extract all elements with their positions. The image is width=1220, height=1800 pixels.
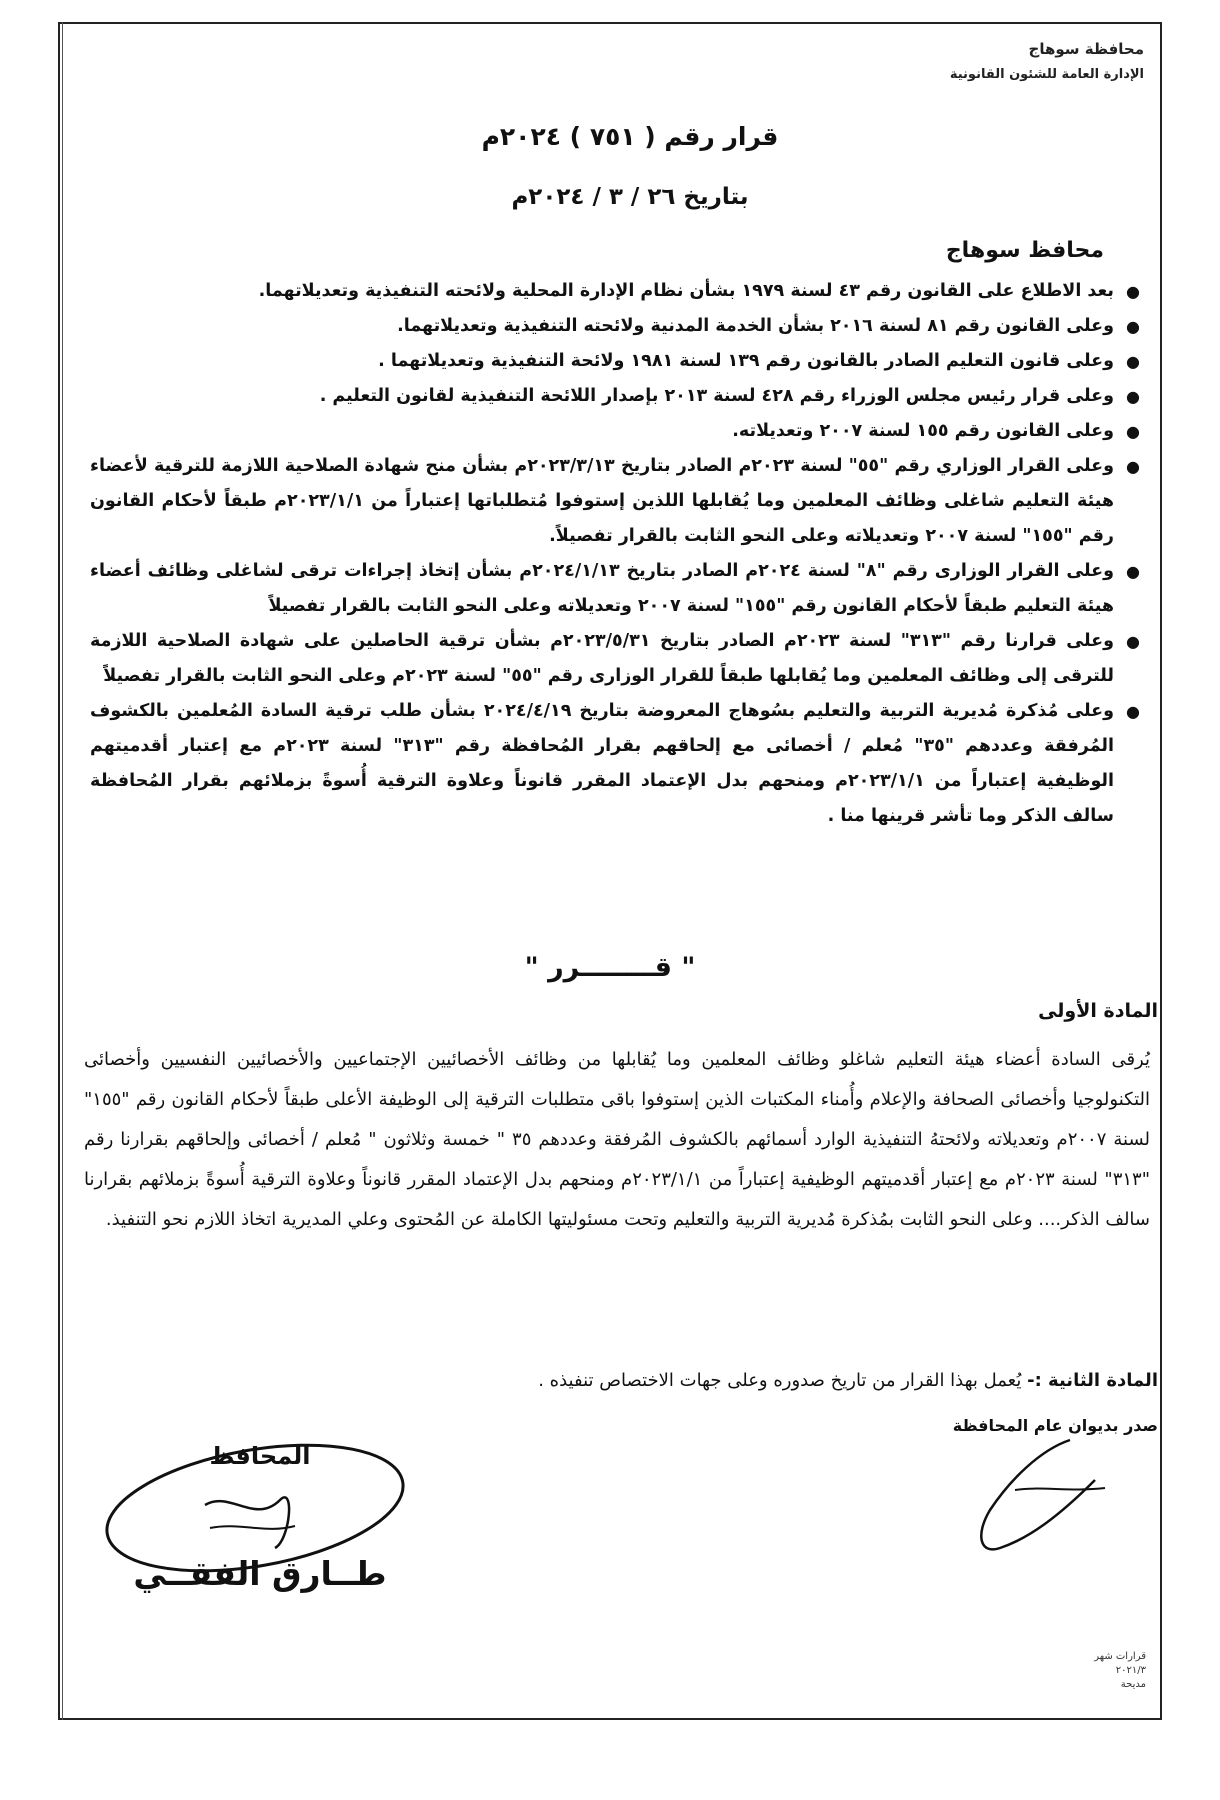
preamble-item: ● وعلى القانون رقم ٨١ لسنة ٢٠١٦ بشأن الخدمة المدنية ولائحته التنفيذية وتعديلاتهما. — [90, 309, 1140, 344]
preamble-item: ● وعلى قرارنا رقم "٣١٣" لسنة ٢٠٢٣م الصادر بتاريخ ٢٠٢٣/٥/٣١م بشأن ترقية الحاصلين على شهادة الصلاحية اللازمة للترقى إلى وظائف المعلمين وما يُقابلها طبقاً للقرار الوزارى رقم "٥٥" لسنة ٢٠٢٣م وعلى النحو الثابت بالقرار تفصيلاً — [90, 624, 1140, 694]
bullet-icon: ● — [1126, 422, 1140, 441]
preamble-item: ● وعلى القرار الوزاري رقم "٥٥" لسنة ٢٠٢٣م الصادر بتاريخ ٢٠٢٣/٣/١٣م بشأن منح شهادة الصلاحية اللازمة للترقية لأعضاء هيئة التعليم شاغلى وظائف المعلمين وما يُقابلها اللذين إستوفوا مُتطلباتها إعتباراً من ٢٠٢٣/١/١م طبقاً لأحكام القانون رقم "١٥٥" لسنة ٢٠٠٧ وتعديلاته وعلى النحو الثابت بالقرار تفصيلاً. — [90, 449, 1140, 554]
page-edge-line — [62, 22, 63, 1720]
approval-signature-icon — [920, 1420, 1120, 1560]
letterhead-governorate: محافظة سوهاج — [1028, 40, 1144, 58]
decree-date: بتاريخ ٢٦ / ٣ / ٢٠٢٤م — [511, 184, 749, 210]
preamble-item: ● وعلى مُذكرة مُديرية التربية والتعليم بسُوهاج المعروضة بتاريخ ٢٠٢٤/٤/١٩ بشأن طلب ترقية السادة المُعلمين بالكشوف المُرفقة وعددهم "٣٥" مُعلم / أخصائى مع إلحاقهم بقرار المُحافظة رقم "٣١٣" لسنة ٢٠٢٣م مع إعتبار أقدميتهم الوظيفية إعتباراً من ٢٠٢٣/١/١م ومنحهم بدل الإعتماد المقرر قانوناً وعلاوة الترقية أُسوةً بزملائهم بقرار المُحافظة سالف الذكر وما تأشر قرينها منا . — [90, 694, 1140, 834]
preamble-item: ● بعد الاطلاع على القانون رقم ٤٣ لسنة ١٩٧٩ بشأن نظام الإدارة المحلية ولائحته التنفيذية وتعديلاتهما. — [90, 274, 1140, 309]
article-one-heading: المادة الأولى — [1038, 1000, 1158, 1022]
bullet-icon: ● — [1126, 632, 1140, 651]
bullet-icon: ● — [1126, 562, 1140, 581]
bullet-icon: ● — [1126, 702, 1140, 721]
preamble-list — [90, 274, 1140, 834]
preamble-item: ● وعلى قرار رئيس مجلس الوزراء رقم ٤٢٨ لسنة ٢٠١٣ بإصدار اللائحة التنفيذية لقانون التعليم . — [90, 379, 1140, 414]
bullet-icon: ● — [1126, 317, 1140, 336]
bullet-icon: ● — [1126, 282, 1140, 301]
governor-heading: محافظ سوهاج — [945, 238, 1104, 263]
preamble-item: ● وعلى القرار الوزارى رقم "٨" لسنة ٢٠٢٤م الصادر بتاريخ ٢٠٢٤/١/١٣م بشأن إتخاذ إجراءات ترقى لشاغلى وظائف أعضاء هيئة التعليم طبقاً لأحكام القانون رقم "١٥٥" لسنة ٢٠٠٧ وتعديلاته وعلى النحو الثابت بالقرار تفصيلاً — [90, 554, 1140, 624]
decree-number: قرار رقم ( ٧٥١ ) ٢٠٢٤م — [481, 122, 779, 151]
letterhead — [950, 36, 1144, 88]
article-two — [92, 1366, 1158, 1396]
governor-title: المحافظ — [209, 1442, 311, 1470]
issued-at: صدر بديوان عام المحافظة — [952, 1416, 1158, 1435]
bullet-icon: ● — [1126, 457, 1140, 476]
article-one-body: يُرقى السادة أعضاء هيئة التعليم شاغلو وظائف المعلمين وما يُقابلها من وظائف الأخصائيين الإجتماعيين والأخصائيين النفسيين وأخصائى التكنولوجيا وأخصائى الصحافة والإعلام وأُمناء المكتبات الذين إستوفوا باقى متطلبات الترقية إلى الوظيفة الأعلى طبقاً لأحكام القانون رقم "١٥٥" لسنة ٢٠٠٧م وتعديلاته ولائحتهُ التنفيذية الوارد أسمائهم بالكشوف المُرفقة وعددهم ٣٥ " خمسة وثلاثون " مُعلم / أخصائى وإلحاقهم بقرارنا رقم "٣١٣" لسنة ٢٠٢٣م مع إعتبار أقدميتهم الوظيفية إعتباراً من ٢٠٢٣/١/١م ومنحهم بدل الإعتماد المقرر قانوناً وعلاوة الترقية أُسوةً بزملائهم بقرارنا سالف الذكر.... وعلى النحو الثابت بمُذكرة مُديرية التربية والتعليم وتحت مسئوليتها الكاملة عن المُحتوى وعلي المديرية اتخاذ اللازم نحو التنفيذ. — [84, 1049, 1150, 1230]
footer-line: قرارات شهر ٢٠٢١/٣ — [1094, 1651, 1146, 1676]
footer-line: مديحة — [1120, 1679, 1146, 1690]
preamble-item: ● وعلى قانون التعليم الصادر بالقانون رقم ١٣٩ لسنة ١٩٨١ ولائحة التنفيذية وتعديلاتهما . — [90, 344, 1140, 379]
bullet-icon: ● — [1126, 352, 1140, 371]
preamble-item: ● وعلى القانون رقم ١٥٥ لسنة ٢٠٠٧ وتعديلاته. — [90, 414, 1140, 449]
governor-name: طــارق الفقــي — [133, 1554, 387, 1593]
footer-filing-note — [1066, 1650, 1146, 1692]
decision-heading: " قــــــــرر " — [524, 952, 696, 983]
article-two-body: يُعمل بهذا القرار من تاريخ صدوره وعلى جهات الاختصاص تنفيذه . — [538, 1370, 1022, 1391]
letterhead-department: الإدارة العامة للشئون القانونية — [949, 67, 1144, 82]
bullet-icon: ● — [1126, 387, 1140, 406]
article-two-label: المادة الثانية :- — [1027, 1370, 1158, 1391]
